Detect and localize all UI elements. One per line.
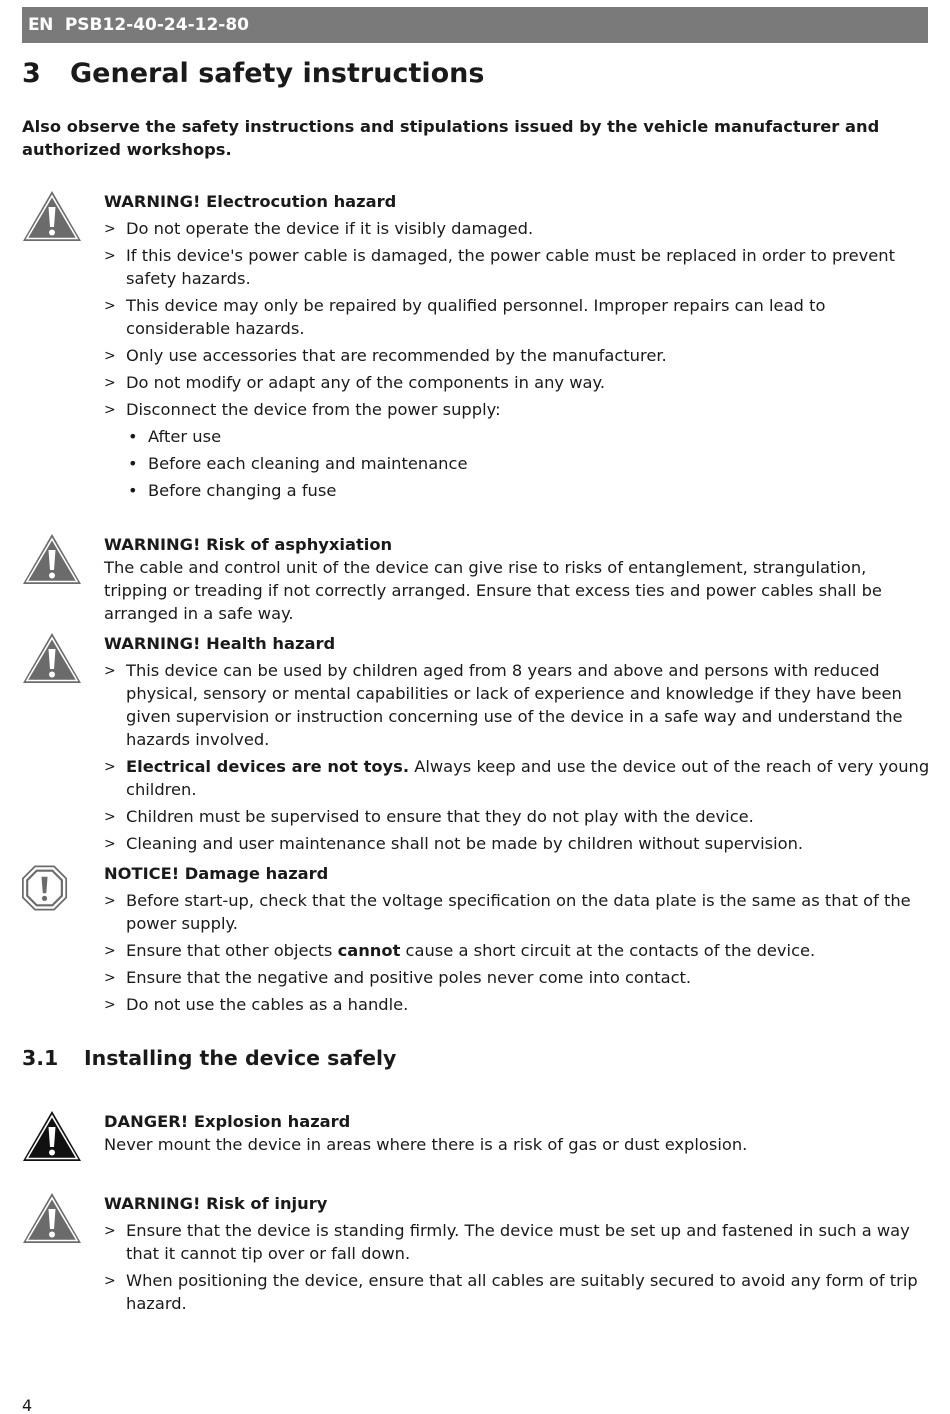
list-item: > Ensure that the device is standing firmly. The device must be set up and fastened in such a way that it cannot tip over or fall down. [104, 1219, 930, 1265]
page-number: 4 [22, 1396, 33, 1414]
list-item: > Children must be supervised to ensure that they do not play with the device. [104, 805, 930, 828]
list-item: > Do not modify or adapt any of the components in any way. [104, 371, 930, 394]
language-code: EN [28, 15, 53, 35]
warning-triangle-icon [22, 1192, 82, 1244]
list-item: > Before start-up, check that the voltage specification on the data plate is the same as that of the power supply. [104, 889, 930, 935]
danger-title: DANGER! Explosion hazard [104, 1112, 351, 1131]
notice-title: NOTICE! Damage hazard [104, 864, 329, 883]
section-title [22, 1046, 396, 1070]
emphasis-text: cannot [337, 941, 401, 960]
model-code: PSB12-40-24-12-80 [64, 15, 250, 35]
list-item-text: Always keep and use the device out of the reach of very young children. [126, 757, 930, 799]
chapter-number: 3 [22, 58, 41, 89]
warning-triangle-icon [22, 533, 82, 585]
warning-triangle-icon [22, 632, 82, 684]
sub-list-item: • Before each cleaning and maintenance [104, 452, 930, 475]
sub-list [104, 425, 930, 502]
warning-title: WARNING! Risk of injury [104, 1194, 328, 1213]
sub-list-item: • Before changing a fuse [104, 479, 930, 502]
list-item: > Cleaning and user maintenance shall not be made by children without supervision. [104, 832, 930, 855]
list-item [104, 939, 930, 962]
warning-list [104, 1219, 930, 1315]
list-item: > Only use accessories that are recommended by the manufacturer. [104, 344, 930, 367]
warning-content [104, 632, 930, 855]
warning-content [104, 1192, 930, 1315]
danger-triangle-icon [22, 1110, 82, 1162]
list-item: > Do not operate the device if it is visibly damaged. [104, 217, 930, 240]
warning-title: WARNING! Electrocution hazard [104, 192, 397, 211]
list-item: > Disconnect the device from the power supply: [104, 398, 930, 421]
list-item: > This device may only be repaired by qualified personnel. Improper repairs can lead to considerable hazards. [104, 294, 930, 340]
section-title-text: Installing the device safely [84, 1046, 397, 1070]
list-item: > This device can be used by children aged from 8 years and above and persons with reduced physical, sensory or mental capabilities or lack of experience and knowledge if they have been given supervision or instruction concerning use of the device in a safe way and understand the hazards involved. [104, 659, 930, 751]
warning-title: WARNING! Health hazard [104, 634, 336, 653]
list-item-text: Ensure that other objects [126, 941, 338, 960]
section-number: 3.1 [22, 1046, 59, 1070]
list-item: > If this device's power cable is damaged, the power cable must be replaced in order to prevent safety hazards. [104, 244, 930, 290]
list-item: > Do not use the cables as a handle. [104, 993, 930, 1016]
sub-list-item: • After use [104, 425, 930, 448]
warning-text: The cable and control unit of the device can give rise to risks of entanglement, strangulation, tripping or treading if not correctly arranged. Ensure that excess ties and power cables shall be arranged in a safe way. [104, 558, 882, 623]
list-item: > When positioning the device, ensure that all cables are suitably secured to avoid any form of trip hazard. [104, 1269, 930, 1315]
notice-content [104, 862, 930, 1016]
notice-list [104, 889, 930, 1016]
chapter-title-text: General safety instructions [70, 58, 485, 89]
intro-text: Also observe the safety instructions and stipulations issued by the vehicle manufacturer and authorized workshops. [22, 117, 880, 159]
list-item: > Ensure that the negative and positive poles never come into contact. [104, 966, 930, 989]
warning-content [104, 190, 930, 502]
warning-title: WARNING! Risk of asphyxiation [104, 535, 393, 554]
warning-list [104, 659, 930, 855]
chapter-title [22, 58, 484, 89]
danger-text: Never mount the device in areas where there is a risk of gas or dust explosion. [104, 1135, 748, 1154]
list-item-text: cause a short circuit at the contacts of the device. [400, 941, 816, 960]
emphasis-text: Electrical devices are not toys. [126, 757, 410, 776]
danger-content [104, 1110, 930, 1156]
header-bar [22, 7, 928, 43]
warning-content [104, 533, 930, 625]
warning-triangle-icon [22, 190, 82, 242]
warning-list [104, 217, 930, 421]
notice-octagon-icon [22, 862, 74, 914]
list-item [104, 755, 930, 801]
